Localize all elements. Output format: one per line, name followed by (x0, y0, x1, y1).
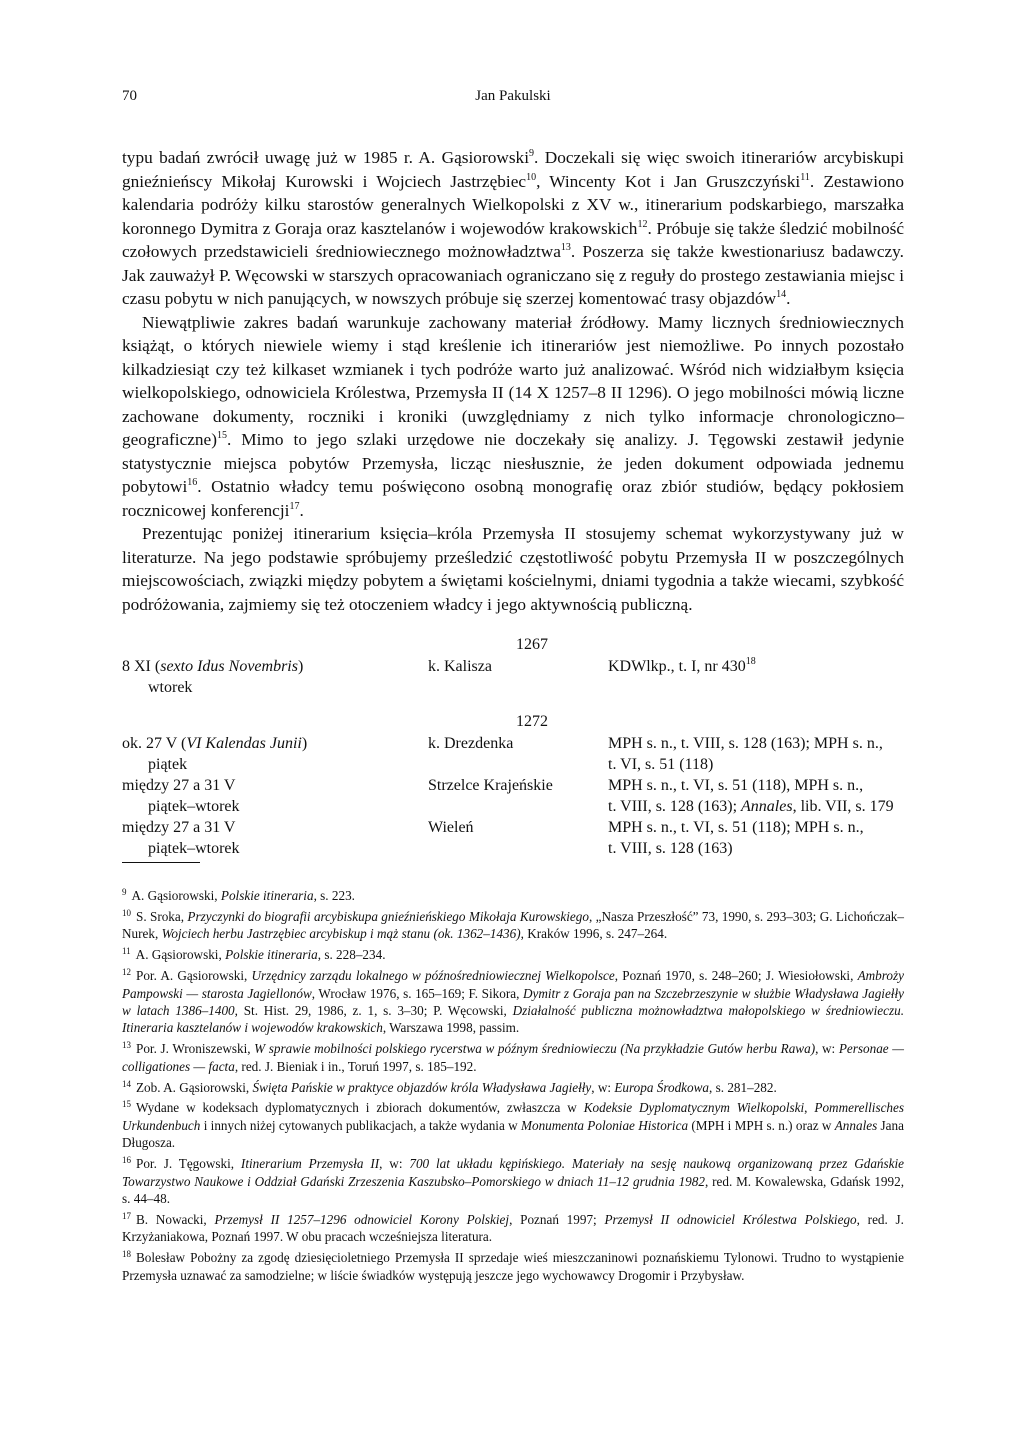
date-line (122, 733, 412, 754)
text-run: , Poznań 1970, s. 248–260; J. Wiesiołowski, (614, 968, 858, 984)
text-run: MPH s. n., t. VIII, s. 128 (163); MPH s. n., (608, 735, 883, 752)
text-run: ) (301, 735, 308, 752)
date-line (122, 817, 412, 838)
footnote-reference: 12 (637, 218, 648, 230)
entry-place: Strzelce Krajeńskie (428, 777, 553, 794)
source-line (608, 775, 904, 796)
text-run: ok. 27 V ( (122, 735, 187, 752)
italic-text: Przyczynki do biografii arcybiskupa gnieźnieńskiego Mikołaja Kurowskiego (187, 908, 589, 924)
text-run: t. VI, s. 51 (118) (608, 756, 714, 773)
text-run: S. Sroka, (136, 908, 188, 924)
text-run: 8 XI ( (122, 658, 161, 675)
italic-text: Annales (834, 1117, 878, 1133)
text-run: . Ostatnio władcy temu poświęcono osobną monografię oraz zbiór studiów, będący pokłosiem rocznicowej konferencji (122, 477, 904, 520)
text-run: , Warszawa 1998, passim. (382, 1020, 520, 1036)
footnote (122, 1096, 904, 1151)
source-line (608, 817, 904, 838)
text-run: , s. 281–282. (709, 1079, 777, 1095)
footnote-number: 13 (122, 1040, 131, 1051)
text-run: między 27 a 31 V (122, 777, 236, 794)
italic-text: Wojciech herbu Jastrzębiec arcybiskup i mąż stanu (ok. 1362–1436) (161, 926, 521, 942)
text-run: , Kraków 1996, s. 247–264. (520, 926, 668, 942)
text-run: . (786, 289, 791, 308)
italic-text: Monumenta Poloniae Historica (520, 1117, 689, 1133)
text-run: , red. J. Bieniak i in., Toruń 1997, s. 185–192. (234, 1058, 477, 1074)
date-line (122, 775, 412, 796)
text-run: . Poszerza się także kwestionariusz badawczy. Jak zauważył P. Węcowski w starszych opracowaniach ograniczano się z reguły do prostego zestawiania miejsc i czasu pobytu w nich panujących, w nowszych próbuje się szerzej komentować trasy objazdów (122, 242, 904, 308)
footnote (122, 1152, 904, 1207)
italic-text: Europa Środkowa (614, 1079, 710, 1095)
text-run: , Poznań 1997; (509, 1211, 605, 1227)
text-run: , w: (379, 1156, 410, 1172)
text-run: , „Nasza Przeszłość” 73, 1990, s. 293–303; G. Lichończak–Nurek, (122, 908, 904, 942)
italic-text: W sprawie mobilności polskiego rycerstwa w późnym średniowieczu (Na przykładzie Gutów herbu Rawa) (254, 1041, 816, 1057)
text-run: typu badań zwrócił uwagę już w 1985 r. A. Gąsiorowski (122, 148, 529, 167)
text-run: . Zestawiono kalendaria podróży kilku starostów generalnych Wielkopolski z XV w., itinerarium podskarbiego, marszałka koronnego Dymitra z Goraja oraz kasztelanów i wojewodów krakowskich (122, 171, 904, 238)
footnote-reference: 14 (776, 289, 787, 300)
italic-text: Itinerarium Przemysła II (240, 1156, 380, 1172)
footnote-number: 12 (122, 967, 131, 978)
year-heading: 1272 (516, 713, 548, 730)
footnote (122, 884, 904, 904)
footnote-number: 15 (122, 1099, 131, 1110)
text-run: Niewątpliwie zakres badań warunkuje zachowany materiał źródłowy. Mamy licznych średniowiecznych książąt, o których niewiele wiemy i stąd kreślenie ich itinerariów jest niemożliwe. Po innych pozostało kilkadziesiąt czy też kilkaset wzmianek i tych podróże warto już analizować. Wśród nich widziałbym księcia wielkopolskiego, odnowiciela Królestwa, Przemysła II (14 X 1257–8 II 1296). O jego mobilności mówią liczne zachowane dokumenty, roczniki i kroniki (uwzględniamy z nich tylko informacje chronologiczno–geograficzne) (122, 312, 904, 449)
entry-place: k. Kalisza (428, 658, 492, 675)
paragraph (122, 146, 904, 311)
paragraph (122, 522, 904, 616)
source-line (608, 656, 904, 677)
weekday: piątek–wtorek (148, 840, 240, 857)
footnote (122, 1208, 904, 1246)
text-run: między 27 a 31 V (122, 819, 236, 836)
footnote-number: 16 (122, 1155, 131, 1166)
text-run: . Doczekali się więc swoich itinerariów arcybiskupi gnieźnieńscy Mikołaj Kurowski i Wojciech Jastrzębiec (122, 148, 904, 191)
footnote-reference: 17 (289, 500, 300, 512)
source-line (608, 754, 904, 775)
text-run: Prezentując poniżej itinerarium księcia–króla Przemysła II stosujemy schemat wykorzystywany już w literaturze. Na jego podstawie spróbujemy prześledzić częstotliwość pobytu Przemysła II w poszczególnych miejscowościach, związki między pobytem a świętami kościelnymi, dniami tygodnia a także wiecami, szybkość podróżowania, zajmiemy się też otoczeniem władcy i jego aktywnością publiczną. (122, 524, 904, 614)
footnotes (122, 884, 904, 1285)
footnote (122, 1246, 904, 1284)
running-title-author: Jan Pakulski (475, 88, 551, 104)
text-run: Jana Długosza. (122, 1117, 904, 1151)
footnote-number: 10 (122, 907, 131, 918)
footnote-reference: 16 (187, 477, 198, 488)
text-run: Bolesław Pobożny za zgodę dziesięcioletniego Przemysła II sprzedaje wieś mieszczaninowi poznańskiemu Tylonowi. Trudno to wystąpienie Przemysła uznawać za samodzielne; w liście świadków występują jeszcze jego wychowawcy Drogomir i Przybysław. (122, 1250, 904, 1283)
footnote-reference: 15 (216, 430, 227, 441)
weekday: piątek–wtorek (148, 798, 240, 815)
source-line (608, 838, 904, 859)
text-run: (MPH i MPH s. n.) oraz w (688, 1117, 835, 1133)
entry-source (608, 656, 904, 677)
italic-text: Polskie itineraria (225, 947, 318, 963)
entry-source (608, 817, 904, 859)
entry-place: k. Drezdenka (428, 735, 514, 752)
text-run: , Wrocław 1976, s. 165–169; F. Sikora, (311, 985, 523, 1001)
text-run: MPH s. n., t. VI, s. 51 (118), MPH s. n., (608, 777, 864, 794)
text-run: , red. J. Krzyżaniakowa, Poznań 1997. W obu pracach wcześniejsza literatura. (122, 1211, 904, 1245)
year-heading: 1267 (516, 636, 548, 653)
italic-text: Urzędnicy zarządu lokalnego w późnośredniowiecznej Wielkopolsce (251, 968, 615, 984)
entry-source (608, 775, 904, 817)
footnote-number: 14 (122, 1078, 131, 1089)
text-run: , s. 228–234. (317, 947, 386, 963)
italic-text: sexto Idus Novembris (160, 658, 298, 675)
footnote-reference: 13 (560, 242, 571, 253)
text-run: . (299, 500, 304, 520)
italic-text: Annales (741, 798, 793, 815)
italic-text: Przemysł II odnowiciel Królestwa Polskiego (604, 1211, 857, 1227)
italic-text: Dymitr z Goraja pan na Szczebrzeszynie w służbie Władysława Jagiełły w latach 1386–1400 (122, 985, 904, 1018)
italic-text: Przemysł II 1257–1296 odnowiciel Korony Polskiej (214, 1211, 510, 1227)
text-run: B. Nowacki, (136, 1211, 215, 1227)
text-run: . Próbuje się także śledzić mobilność czołowych przedstawicieli średniowiecznego możnowładztwa (122, 218, 904, 261)
text-run: Zob. A. Gąsiorowski, (136, 1079, 253, 1095)
text-run: , (804, 1100, 815, 1116)
text-run: KDWlkp., t. I, nr 430 (608, 658, 746, 675)
text-run: t. VIII, s. 128 (163) (608, 840, 733, 857)
text-run: , red. M. Kowalewska, Gdańsk 1992, s. 44–48. (122, 1173, 905, 1206)
footnote-separator (122, 862, 200, 863)
italic-text: Polskie itineraria (220, 888, 314, 903)
text-run: Wydane w kodeksach dyplomatycznych i zbiorach dokumentów, zwłaszcza w (136, 1100, 584, 1116)
italic-text: VI Kalendas Junii (186, 735, 302, 752)
text-run: i innych niżej cytowanych publikacjach, a także wydania w (200, 1117, 521, 1133)
weekday: piątek (148, 756, 188, 773)
footnote-reference: 10 (526, 171, 537, 183)
page-number: 70 (122, 88, 137, 104)
italic-text: Święta Pańskie w praktyce objazdów króla Władysława Jagiełły (252, 1079, 592, 1095)
italic-text: Personae — colligationes — facta (122, 1041, 904, 1074)
text-run: t. VIII, s. 128 (163); (608, 798, 742, 815)
italic-text: Pommerellisches Urkundenbuch (122, 1100, 905, 1133)
italic-text: Działalność publiczna możnowładztwa małopolskiego w średniowieczu. Itineraria kasztelanów i wojewodów krakowskich (122, 1002, 904, 1036)
footnote (122, 1037, 904, 1075)
text-run: ) (297, 658, 304, 675)
footnote-reference: 11 (800, 171, 810, 183)
entry-source (608, 733, 904, 775)
footnote (122, 1076, 904, 1096)
entry-date (122, 817, 412, 859)
text-run: , s. 223. (313, 888, 355, 903)
text-run: Por. J. Wroniszewski, (136, 1041, 255, 1057)
text-run: Por. A. Gąsiorowski, (136, 968, 252, 984)
entry-date (122, 733, 412, 775)
footnote-number: 9 (122, 887, 127, 897)
footnote (122, 943, 904, 963)
body-text (122, 146, 904, 616)
paragraph (122, 311, 904, 523)
text-run: , Wincenty Kot i Jan Gruszczyński (536, 171, 801, 191)
text-run: , St. Hist. 29, 1986, z. 1, s. 3–30; P. Węcowski, (234, 1002, 513, 1018)
text-run: . Mimo to jego szlaki urzędowe nie doczekały się analizy. J. Tęgowski zestawił jedynie statystycznie miejsca pobytów Przemysła, licząc niesłusznie, że jeden dokument odpowiada jednemu pobytowi (122, 430, 904, 496)
footnote-number: 18 (122, 1249, 131, 1260)
source-line (608, 796, 904, 817)
weekday: wtorek (148, 679, 193, 696)
date-line (122, 656, 412, 677)
italic-text: 700 lat układu kępińskiego. Materiały na sesję naukową organizowaną przez Gdańskie Towarzystwo Naukowe i Oddział Gdański Zrzeszenia Kaszubsko–Pomorskiego w dniach 11–12 grudnia 1982 (122, 1156, 905, 1189)
footnote (122, 964, 904, 1037)
text-run: Por. J. Tęgowski, (136, 1156, 241, 1172)
text-run: , lib. VII, s. 179 (792, 798, 894, 815)
text-run: , w: (591, 1079, 615, 1095)
text-run: MPH s. n., t. VI, s. 51 (118); MPH s. n., (608, 819, 864, 836)
footnote-number: 11 (122, 946, 131, 957)
entry-date (122, 775, 412, 817)
footnote-reference: 18 (745, 656, 756, 667)
footnote-number: 17 (122, 1210, 131, 1221)
text-run: A. Gąsiorowski, (135, 947, 226, 963)
entry-date (122, 656, 412, 698)
text-run: , w: (815, 1041, 839, 1057)
source-line (608, 733, 904, 754)
entry-place: Wieleń (428, 819, 474, 836)
italic-text: Kodeksie Dyplomatycznym Wielkopolski (583, 1100, 805, 1116)
text-run: A. Gąsiorowski, (131, 888, 221, 903)
italic-text: Ambroży Pampowski — starosta Jagiellonów (122, 968, 904, 1001)
footnote-reference: 9 (529, 148, 534, 159)
footnote (122, 905, 904, 943)
